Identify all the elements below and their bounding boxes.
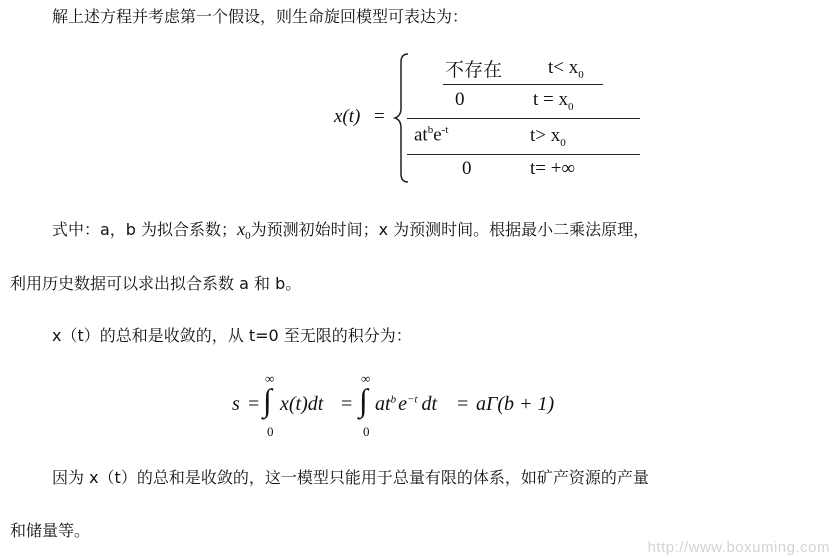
- integrand2-dt: dt: [421, 393, 437, 415]
- formula2-eq3: =: [457, 393, 469, 415]
- integrand2-e: e: [398, 393, 407, 415]
- row1-right-sub: 0: [578, 68, 584, 81]
- paragraph-intro: 解上述方程并考虑第一个假设，则生命旋回模型可表达为：: [52, 7, 469, 26]
- row3-exp: -t: [441, 124, 449, 136]
- int1-bottom: 0: [267, 424, 274, 439]
- row3-e: e: [433, 124, 442, 146]
- row2-left: 0: [455, 89, 465, 110]
- row2-right-sub: 0: [568, 100, 574, 113]
- formula2-s: s: [232, 393, 240, 415]
- integrand2-at: at: [375, 393, 391, 415]
- paragraph-conclusion: 因为 x（t）的总和是收敛的，这一模型只能用于总量有限的体系，如矿产资源的产量: [52, 468, 649, 487]
- row3-left: [414, 124, 448, 146]
- rule-2: [407, 118, 640, 119]
- definitions-part2: 为预测初始时间；x 为预测时间。根据最小二乘法原理，: [250, 220, 650, 239]
- paragraph-definitions: [52, 218, 649, 247]
- int2-top: ∞: [361, 371, 371, 386]
- formula2-eq1: =: [248, 393, 260, 415]
- row4-left: 0: [462, 158, 472, 179]
- formula2-result: aΓ(b + 1): [476, 393, 555, 415]
- row3-right-text: t> x: [530, 125, 561, 146]
- integrand2-b: b: [390, 393, 397, 406]
- paragraph-fit: 利用历史数据可以求出拟合系数 a 和 b。: [10, 274, 302, 293]
- row3-b: b: [427, 124, 434, 136]
- integrand2-exp: −t: [406, 393, 418, 406]
- integrand-2: [375, 393, 437, 416]
- row4-right: t= +∞: [530, 158, 576, 179]
- x0-variable: x: [237, 219, 246, 239]
- integrand-1: x(t)dt: [280, 393, 324, 415]
- int1-top: ∞: [265, 371, 275, 386]
- row1-left: 不存在: [445, 59, 503, 81]
- formula-eq: =: [374, 106, 385, 127]
- row2-right: [533, 89, 574, 113]
- rule-3: [407, 154, 640, 155]
- integral-sign-2: ∫: [359, 382, 368, 418]
- x0-subscript: 0: [245, 230, 251, 243]
- integral-sign-1: ∫: [263, 382, 272, 418]
- rule-1: [443, 84, 603, 85]
- paragraph-convergence: x（t）的总和是收敛的，从 t=0 至无限的积分为：: [52, 326, 412, 345]
- row3-right: [530, 125, 566, 149]
- row1-right: [548, 57, 584, 81]
- definitions-part1: 式中：a，b 为拟合系数；: [52, 220, 238, 239]
- row2-right-text: t = x: [533, 89, 568, 110]
- row1-right-text: t< x: [548, 57, 579, 78]
- row3-right-sub: 0: [560, 136, 566, 149]
- watermark-text: http://www.boxuming.com: [647, 539, 830, 556]
- row3-at: at: [414, 124, 428, 146]
- formula-lhs: x(t): [334, 106, 361, 127]
- formula2-eq2: =: [341, 393, 353, 415]
- paragraph-conclusion-end: 和储量等。: [10, 521, 91, 540]
- int2-bottom: 0: [363, 424, 370, 439]
